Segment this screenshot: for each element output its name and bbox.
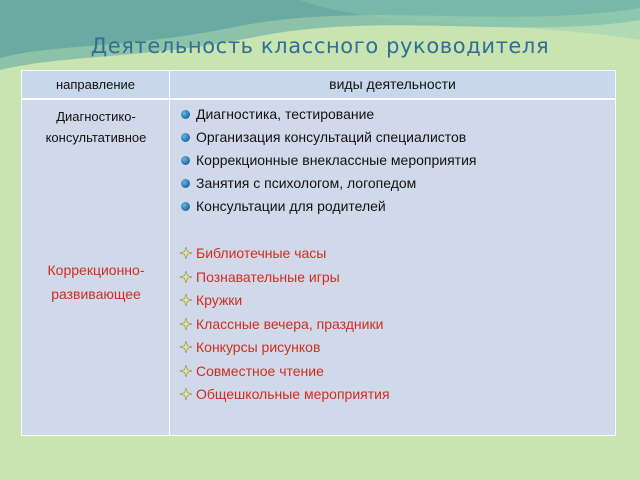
diamond-bullet-icon bbox=[180, 341, 192, 353]
direction-correction bbox=[22, 258, 170, 306]
diamond-bullet-icon bbox=[180, 271, 192, 283]
list-item-label: Диагностика, тестирование bbox=[196, 106, 375, 122]
directions-column bbox=[22, 100, 170, 435]
list-item-label: Занятия с психологом, логопедом bbox=[196, 175, 417, 191]
list-item bbox=[180, 289, 390, 313]
direction-diagnostic bbox=[22, 106, 170, 148]
diagnostic-activities-list bbox=[180, 103, 476, 218]
round-bullet-icon bbox=[181, 133, 190, 142]
list-item bbox=[180, 126, 476, 149]
round-bullet-icon bbox=[181, 179, 190, 188]
list-item bbox=[180, 336, 390, 360]
list-item bbox=[180, 103, 476, 126]
list-item-label: Классные вечера, праздники bbox=[196, 315, 384, 332]
round-bullet-icon bbox=[181, 110, 190, 119]
list-item-label: Конкурсы рисунков bbox=[196, 339, 321, 355]
list-item-label: Совместное чтение bbox=[196, 362, 324, 379]
direction-correction-line2: развивающее bbox=[51, 286, 141, 302]
list-item bbox=[180, 383, 390, 407]
list-item-label: Коррекционные внеклассные мероприятия bbox=[196, 152, 477, 168]
header-activities: виды деятельности bbox=[170, 71, 615, 100]
correction-activities-list bbox=[180, 242, 390, 407]
list-item-label: Организация консультаций специалистов bbox=[196, 129, 467, 145]
diamond-bullet-icon bbox=[180, 247, 192, 259]
activities-table bbox=[21, 70, 616, 436]
list-item bbox=[180, 195, 476, 218]
header-direction: направление bbox=[22, 71, 170, 100]
direction-correction-line1: Коррекционно- bbox=[47, 262, 145, 278]
list-item bbox=[180, 266, 390, 290]
direction-diagnostic-line2: консультативное bbox=[45, 130, 147, 145]
activities-column bbox=[170, 100, 615, 435]
round-bullet-icon bbox=[181, 202, 190, 211]
diamond-bullet-icon bbox=[180, 365, 192, 377]
page-title: Деятельность классного руководителя bbox=[90, 34, 550, 58]
round-bullet-icon bbox=[181, 156, 190, 165]
list-item-label: Общешкольные мероприятия bbox=[196, 386, 390, 402]
list-item bbox=[180, 172, 476, 195]
list-item-label: Познавательные игры bbox=[196, 268, 340, 285]
direction-diagnostic-line1: Диагностико- bbox=[56, 109, 136, 124]
diamond-bullet-icon bbox=[180, 318, 192, 330]
list-item bbox=[180, 149, 476, 172]
list-item bbox=[180, 242, 390, 266]
list-item-label: Консультации для родителей bbox=[196, 198, 386, 214]
diamond-bullet-icon bbox=[180, 294, 192, 306]
list-item-label: Кружки bbox=[196, 292, 243, 308]
list-item bbox=[180, 313, 390, 337]
diamond-bullet-icon bbox=[180, 388, 192, 400]
list-item bbox=[180, 360, 390, 384]
list-item-label: Библиотечные часы bbox=[196, 245, 327, 261]
